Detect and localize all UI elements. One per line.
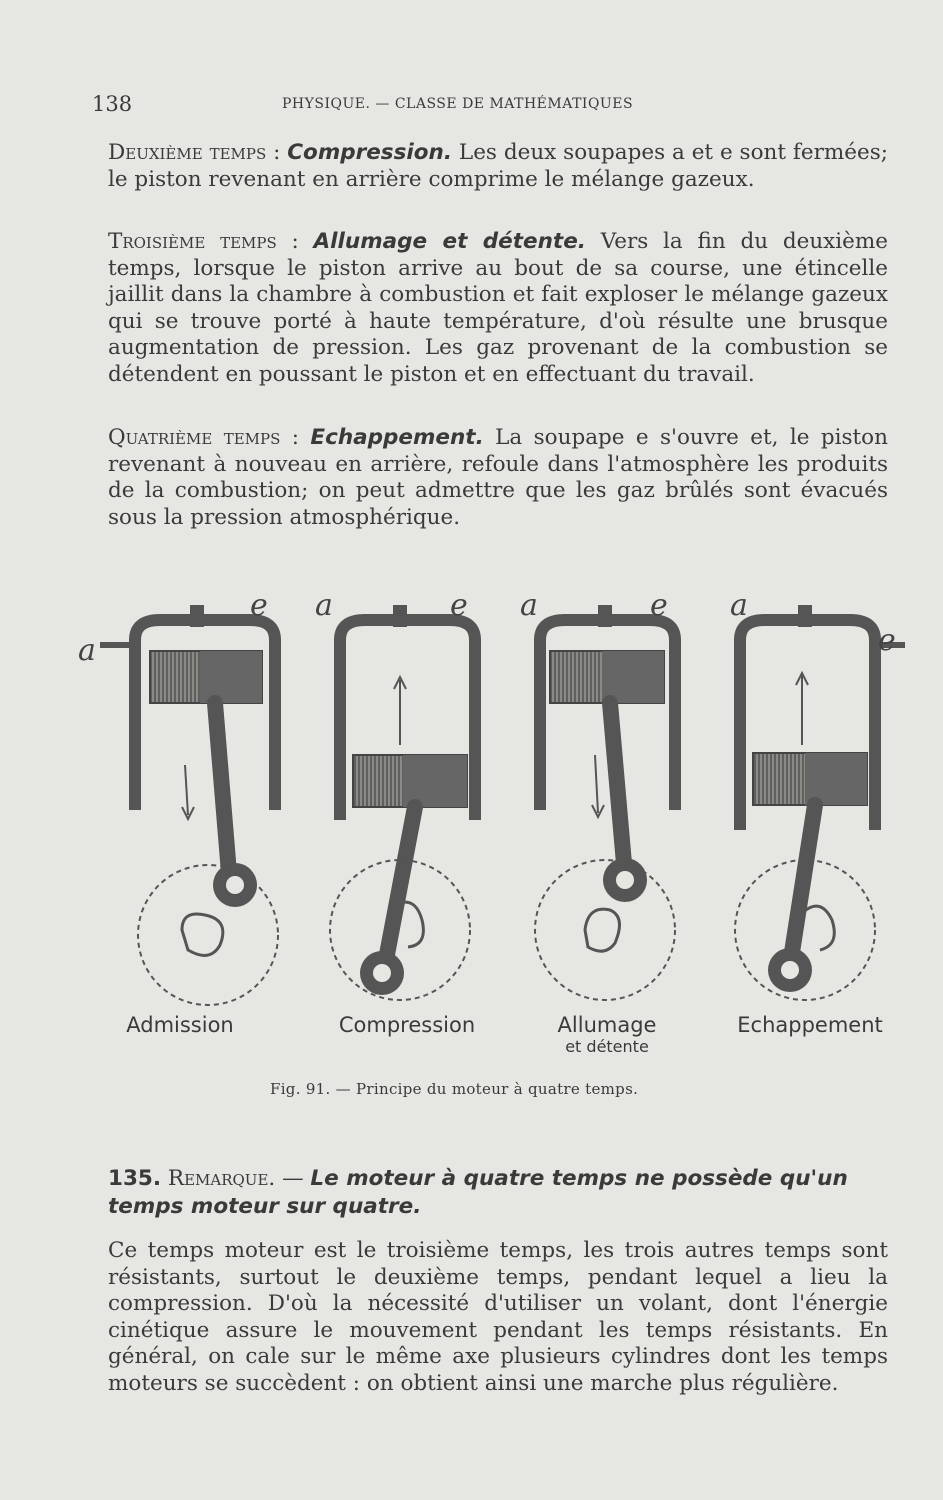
stroke-sublabel-detente: et détente (565, 1037, 649, 1056)
valve-label-a: a (315, 588, 333, 623)
remark-number: 135. (108, 1166, 162, 1191)
label-troisieme-temps: Troisième temps : (108, 229, 299, 254)
text-troisieme-temps: Vers la fin du deuxième temps, lorsque le piston arrive au bout de sa course, une étincelle jaillit dans la chambre à combustion et fait exploser le mélange gazeux qui se trouve porté à haute température, d'où résulte une brusque augmentation de pression. Les gaz provenant de la combustion se détendent en poussant le piston et en effectuant du travail. (108, 229, 888, 387)
title-compression: Compression. (287, 140, 453, 165)
valve-label-e: e (450, 588, 468, 623)
remark-label: Remarque. — (167, 1166, 304, 1191)
page-header (92, 92, 892, 122)
paragraph-quatrieme-temps (108, 425, 888, 531)
valve-label-e: e (650, 588, 668, 623)
cylinder-echappement (735, 605, 905, 1000)
cylinder-compression (330, 605, 475, 1000)
stroke-label-compression: Compression (338, 1013, 476, 1037)
paragraph-deuxieme-temps (108, 140, 888, 193)
title-allumage: Allumage et détente. (313, 229, 586, 254)
page-number: 138 (92, 92, 133, 116)
cylinder-admission (100, 605, 278, 1005)
valve-label-a: a (730, 588, 748, 623)
valve-label-a: a (78, 633, 96, 668)
figure-caption: Fig. 91. — Principe du moteur à quatre temps. (270, 1080, 639, 1098)
remark-heading (108, 1165, 898, 1221)
paragraph-troisieme-temps (108, 229, 888, 388)
stroke-label-admission: Admission (126, 1013, 234, 1037)
label-deuxieme-temps: Deuxième temps : (108, 140, 281, 165)
text-quatrieme-temps: La soupape e s'ouvre et, le piston revenant à nouveau en arrière, refoule dans l'atmosphère les produits de la combustion; on peut admettre que les gaz brûlés sont évacués sous la pression atmosphérique. (108, 425, 888, 530)
cylinder-allumage (535, 605, 675, 1000)
stroke-label-allumage: Allumage (557, 1013, 657, 1037)
four-stroke-diagram (70, 585, 920, 1015)
engine-figure (70, 585, 920, 1060)
valve-label-a: a (520, 588, 538, 623)
running-head: PHYSIQUE. — CLASSE DE MATHÉMATIQUES (282, 96, 634, 112)
remark-title: Le moteur à quatre temps ne possède qu'un temps moteur sur quatre. (108, 1166, 848, 1219)
valve-label-e: e (250, 588, 268, 623)
stroke-label-echappement: Echappement (737, 1013, 883, 1037)
label-quatrieme-temps: Quatrième temps : (108, 425, 300, 450)
valve-label-e: e (878, 623, 896, 658)
title-echappement: Echappement. (310, 425, 484, 450)
remark-body: Ce temps moteur est le troisième temps, les trois autres temps sont résistants, surtout le deuxième temps, pendant lequel a lieu la compression. D'où la nécessité d'utiliser un volant, dont l'énergie cinétique assure le mouvement pendant les temps résistants. En général, on cale sur le même axe plusieurs cylindres dont les temps moteurs se succèdent : on obtient ainsi une marche plus régulière. (108, 1238, 888, 1396)
text-deuxieme-temps: Les deux soupapes a et e sont fermées; le piston revenant en arrière comprime le mélange gazeux. (108, 140, 888, 192)
